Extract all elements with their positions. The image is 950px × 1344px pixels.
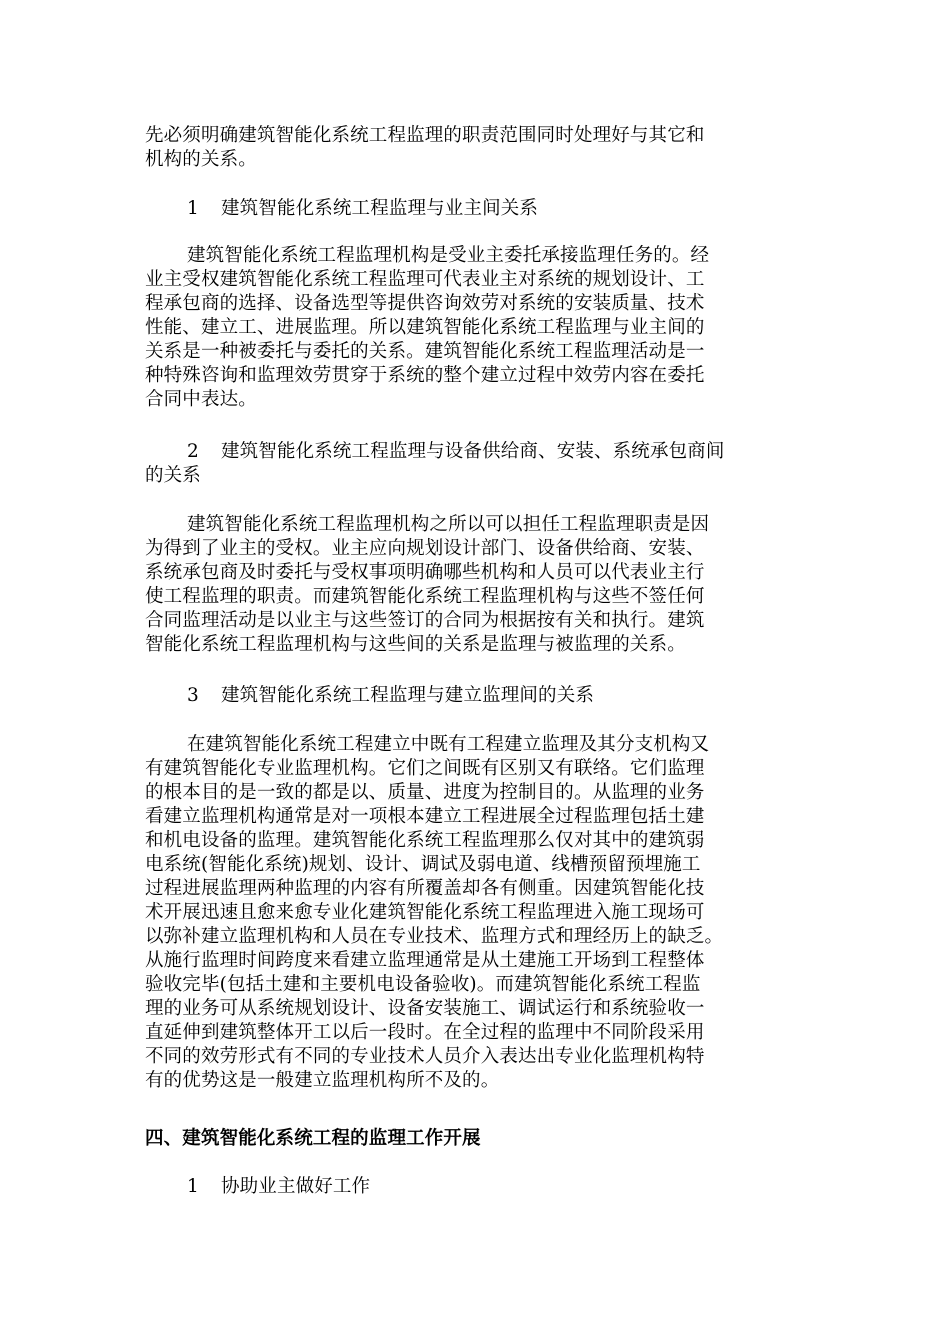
paragraph-2	[145, 513, 805, 657]
text-line: 直延伸到建筑整体开工以后一段时。在全过程的监理中不同阶段采用	[145, 1022, 705, 1043]
chapter-title: 四、建筑智能化系统工程的监理工作开展	[145, 1128, 481, 1149]
section-title: 建筑智能化系统工程监理与设备供给商、安装、系统承包商间	[221, 441, 725, 462]
section-heading-4-1	[145, 1175, 805, 1199]
paragraph-3	[145, 733, 805, 1093]
text-line: 有的优势这是一般建立监理机构所不及的。	[145, 1070, 500, 1091]
chapter-heading-4	[145, 1127, 805, 1151]
text-line: 从施行监理时间跨度来看建立监理通常是从土建施工开场到工程整体	[145, 950, 705, 971]
text-line: 关系是一种被委托与委托的关系。建筑智能化系统工程监理活动是一	[145, 341, 705, 362]
section-title-continued: 的关系	[145, 465, 201, 486]
text-line: 程承包商的选择、设备选型等提供咨询效劳对系统的安装质量、技术	[145, 293, 705, 314]
text-line: 的根本目的是一致的都是以、质量、进度为控制目的。从监理的业务	[145, 782, 705, 803]
section-heading-line	[145, 684, 805, 708]
text-line: 过程进展监理两种监理的内容有所覆盖却各有侧重。因建筑智能化技	[145, 878, 705, 899]
section-heading-2	[145, 440, 805, 488]
text-line: 业主受权建筑智能化系统工程监理可代表业主对系统的规划设计、工	[145, 269, 705, 290]
text-line: 以弥补建立监理机构和人员在专业技术、监理方式和理经历上的缺乏。	[145, 926, 724, 947]
text-line: 有建筑智能化专业监理机构。它们之间既有区别又有联络。它们监理	[145, 758, 705, 779]
text-line: 先必须明确建筑智能化系统工程监理的职责范围同时处理好与其它和	[145, 125, 705, 146]
text-line: 合同中表达。	[145, 389, 257, 410]
section-heading-1	[145, 197, 805, 221]
text-line: 建筑智能化系统工程监理机构是受业主委托承接监理任务的。经	[187, 245, 710, 266]
text-line: 机构的关系。	[145, 149, 257, 170]
section-number: 2	[187, 441, 199, 462]
text-line: 为得到了业主的受权。业主应向规划设计部门、设备供给商、安装、	[145, 538, 705, 559]
section-heading-line	[145, 1175, 805, 1199]
section-heading-3	[145, 684, 805, 708]
text-line: 系统承包商及时委托与受权事项明确哪些机构和人员可以代表业主行	[145, 562, 705, 583]
section-title: 协助业主做好工作	[221, 1176, 371, 1197]
paragraph-intro	[145, 124, 805, 172]
section-heading-line	[145, 440, 805, 464]
text-line: 性能、建立工、进展监理。所以建筑智能化系统工程监理与业主间的	[145, 317, 705, 338]
text-line: 和机电设备的监理。建筑智能化系统工程监理那么仅对其中的建筑弱	[145, 830, 705, 851]
text-line: 在建筑智能化系统工程建立中既有工程建立监理及其分支机构又	[187, 734, 710, 755]
text-line: 不同的效劳形式有不同的专业技术人员介入表达出专业化监理机构特	[145, 1046, 705, 1067]
text-line: 电系统(智能化系统)规划、设计、调试及弱电道、线槽预留预埋施工	[145, 854, 701, 875]
section-title: 建筑智能化系统工程监理与业主间关系	[221, 198, 539, 219]
section-heading-line	[145, 197, 805, 221]
section-number: 1	[187, 198, 199, 219]
text-line: 看建立监理机构通常是对一项根本建立工程进展全过程监理包括土建	[145, 806, 705, 827]
text-line: 术开展迅速且愈来愈专业化建筑智能化系统工程监理进入施工现场可	[145, 902, 705, 923]
paragraph-1	[145, 244, 805, 412]
section-number: 1	[187, 1176, 199, 1197]
text-line: 合同监理活动是以业主与这些签订的合同为根据按有关和执行。建筑	[145, 610, 705, 631]
text-line: 理的业务可从系统规划设计、设备安装施工、调试运行和系统验收一	[145, 998, 705, 1019]
text-line: 智能化系统工程监理机构与这些间的关系是监理与被监理的关系。	[145, 634, 686, 655]
text-line: 种特殊咨询和监理效劳贯穿于系统的整个建立过程中效劳内容在委托	[145, 365, 705, 386]
text-line: 验收完毕(包括土建和主要机电设备验收)。而建筑智能化系统工程监	[145, 974, 701, 995]
text-line: 使工程监理的职责。而建筑智能化系统工程监理机构与这些不签任何	[145, 586, 705, 607]
section-number: 3	[187, 685, 199, 706]
section-title: 建筑智能化系统工程监理与建立监理间的关系	[221, 685, 595, 706]
text-line: 建筑智能化系统工程监理机构之所以可以担任工程监理职责是因	[187, 514, 710, 535]
